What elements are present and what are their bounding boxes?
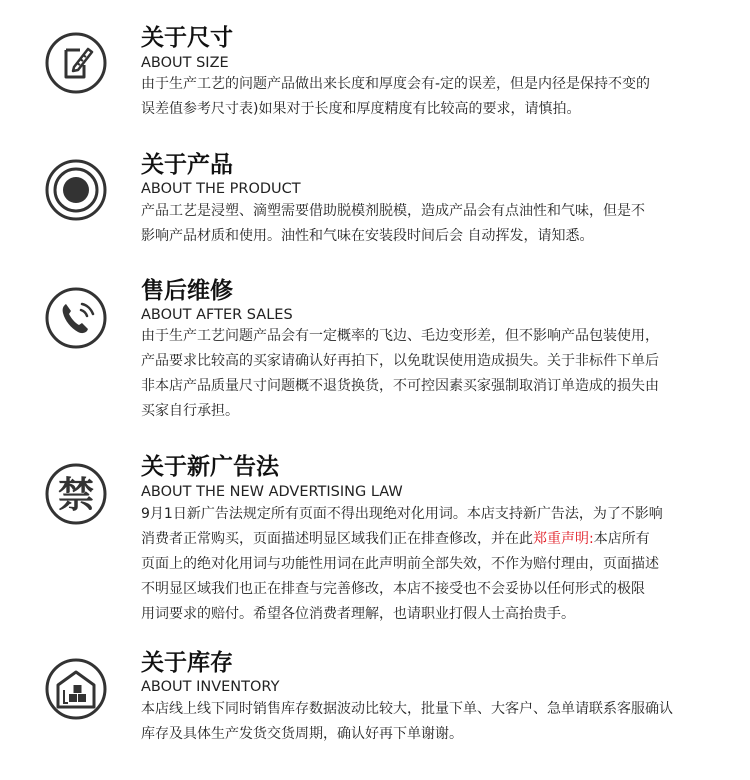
target-circle-icon: [44, 158, 108, 222]
body-line: 由于生产工艺问题产品会有一定概率的飞边、毛边变形差，但不影响产品包装使用，: [141, 328, 659, 344]
body-line: 产品要求比较高的买家请确认好再拍下，以免耽误使用造成损失。关于非标件下单后: [141, 353, 659, 369]
body-line: 本店线上线下同时销售库存数据波动比较大，批量下单、大客户、急单请联系客服确认: [141, 701, 673, 717]
highlight-statement: 郑重声明:: [533, 531, 594, 547]
section-title: 关于新广告法: [141, 454, 279, 480]
body-line: 买家自行承担。: [141, 403, 239, 419]
body-line: 页面上的绝对化用词与功能性用词在此声明前全部失效，不作为赔付理由，页面描述: [141, 556, 659, 572]
body-line-text: 消费者正常购买，页面描述明显区域我们正在排查修改，并在此: [141, 531, 533, 547]
section-subtitle: ABOUT INVENTORY: [141, 679, 280, 695]
body-line: 非本店产品质量尺寸问题概不退货换货，不可控因素买家强制取消订单造成的损失由: [141, 378, 659, 394]
section-body: [141, 502, 711, 627]
section-subtitle: ABOUT SIZE: [141, 55, 229, 71]
section-title: 售后维修: [141, 278, 233, 304]
body-line: [141, 527, 711, 552]
body-line: 9月1日新广告法规定所有页面不得出现绝对化用词。本店支持新广告法，为了不影响: [141, 506, 663, 522]
section-subtitle: ABOUT THE NEW ADVERTISING LAW: [141, 484, 403, 500]
section-subtitle: ABOUT THE PRODUCT: [141, 181, 301, 197]
forbidden-character-icon: [44, 462, 108, 526]
section-body: [141, 697, 711, 747]
body-line: 由于生产工艺的问题产品做出来长度和厚度会有-定的误差，但是内径是保持不变的: [141, 76, 651, 92]
body-line: 用词要求的赔付。希望各位消费者理解，也请职业打假人士高抬贵手。: [141, 606, 575, 622]
ruler-pencil-icon: [44, 31, 108, 95]
body-line: 不明显区域我们也正在排查与完善修改，本店不接受也不会妥协以任何形式的极限: [141, 581, 645, 597]
body-line: 产品工艺是浸塑、滴塑需要借助脱模剂脱模，造成产品会有点油性和气味，但是不: [141, 203, 645, 219]
body-line-tail: 本店所有: [593, 531, 650, 547]
section-body: [141, 324, 711, 424]
section-body: [141, 199, 711, 249]
body-line: 影响产品材质和使用。油性和气味在安装段时间后会 自动挥发，请知悉。: [141, 228, 594, 244]
section-body: [141, 72, 711, 122]
section-title: 关于产品: [141, 152, 233, 178]
body-line: 库存及具体生产发货交货周期，确认好再下单谢谢。: [141, 726, 463, 742]
section-title: 关于尺寸: [141, 25, 233, 51]
warehouse-box-icon: [44, 657, 108, 721]
body-line: 误差值参考尺寸表)如果对于长度和厚度精度有比较高的要求，请慎拍。: [141, 101, 581, 117]
section-title: 关于库存: [141, 650, 233, 676]
forbidden-char: 禁: [57, 475, 95, 516]
phone-icon: [44, 286, 108, 350]
section-subtitle: ABOUT AFTER SALES: [141, 307, 293, 323]
